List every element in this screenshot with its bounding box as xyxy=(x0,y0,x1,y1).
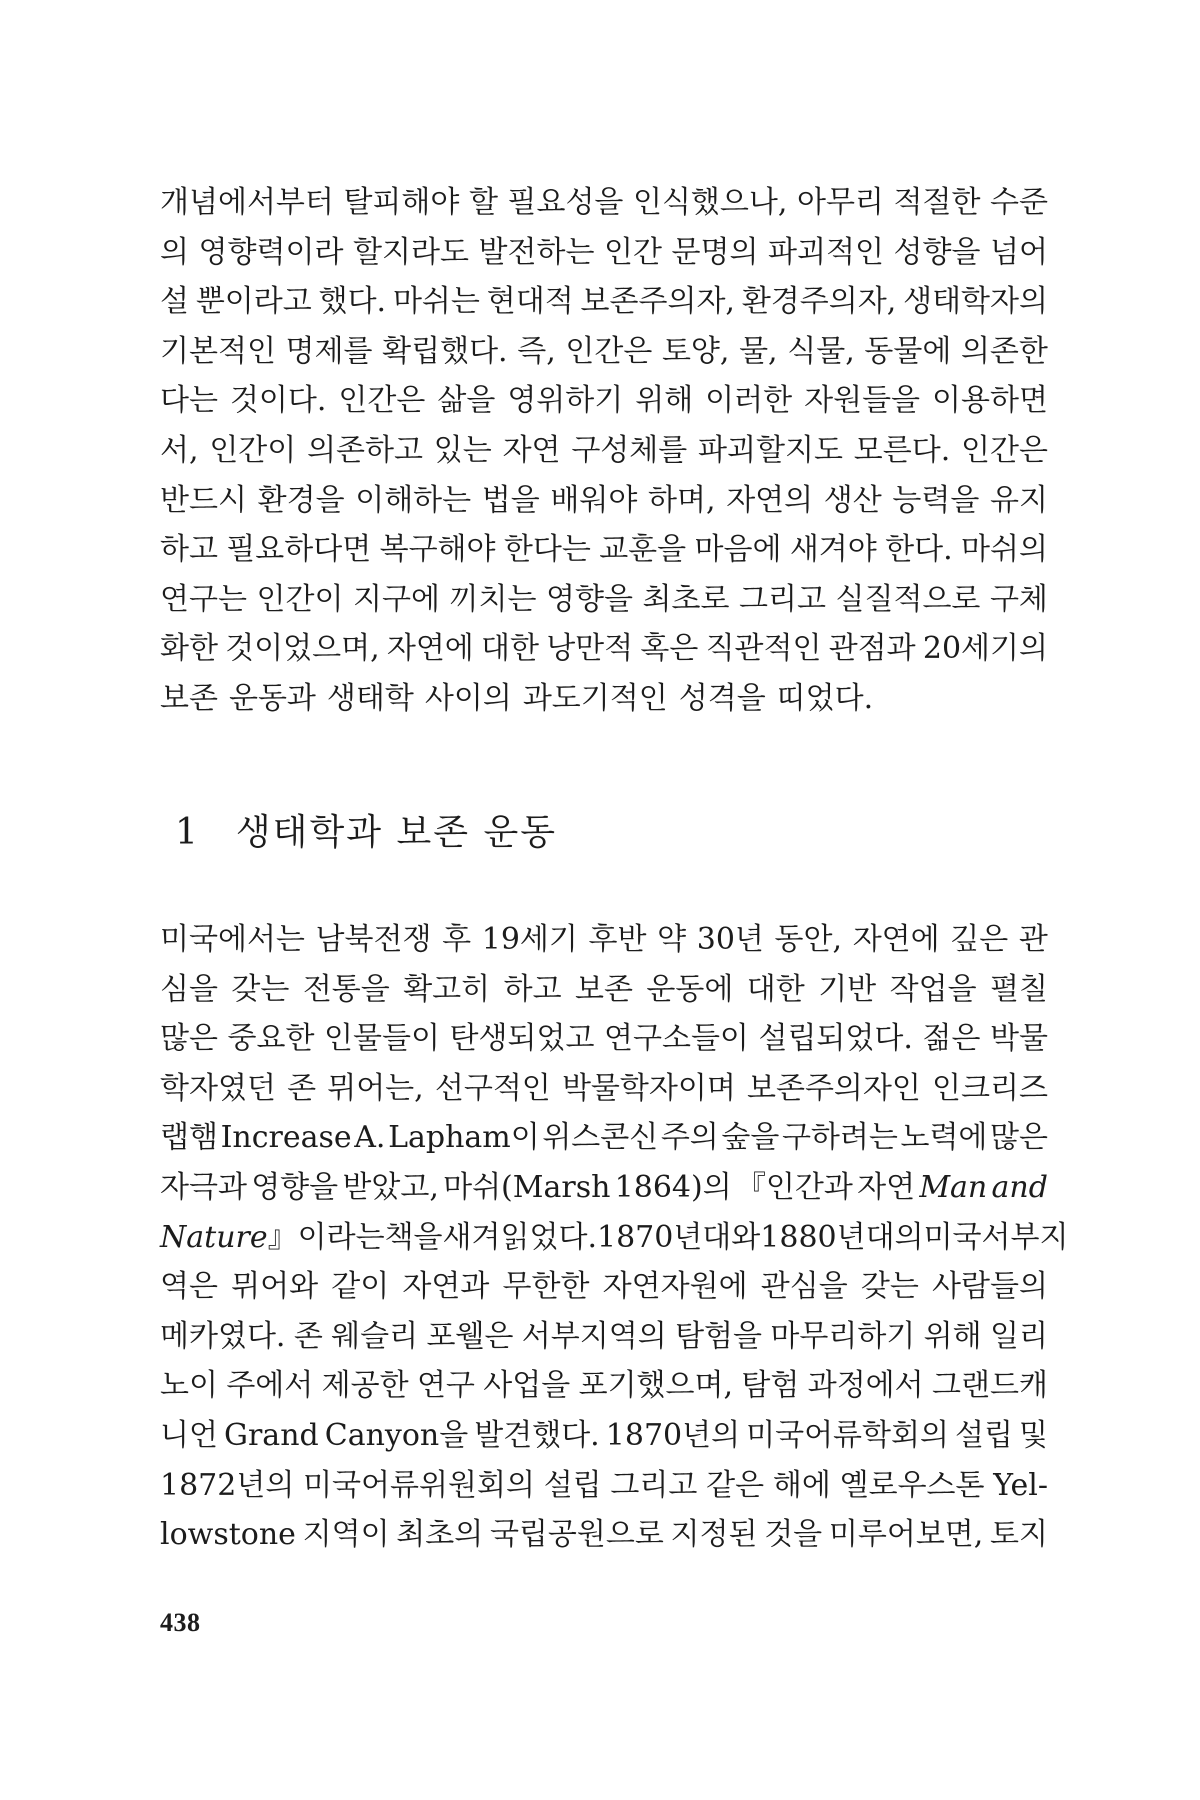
word: 생태학자의 xyxy=(903,284,1048,320)
word: 인간 xyxy=(603,234,662,270)
word: 중요한 xyxy=(227,1021,315,1057)
word: 명제를 xyxy=(285,333,373,369)
word: 박물학자이며 xyxy=(561,1070,736,1106)
word: 화한 xyxy=(160,631,218,667)
word: 설립되었다. xyxy=(758,1021,913,1057)
word: 문명의 xyxy=(671,234,759,270)
word: 관심을 xyxy=(760,1269,848,1305)
word: 읽었다. xyxy=(500,1219,597,1255)
word: 관점과 xyxy=(828,631,916,667)
word: 옐로우스톤 xyxy=(839,1467,985,1503)
word: 의존하고 xyxy=(307,432,423,468)
word: 현대적 xyxy=(486,284,574,320)
text-line xyxy=(160,228,1048,278)
word: 성향을 xyxy=(893,234,981,270)
word: 환경을 xyxy=(257,482,345,518)
word: 사업을 xyxy=(483,1368,571,1404)
word: 기본적인 xyxy=(160,333,276,369)
word: 물, xyxy=(739,333,778,369)
word: 1880년대의 xyxy=(760,1219,924,1255)
word: 대한 xyxy=(481,631,539,667)
word: 받았고, xyxy=(342,1169,439,1205)
word: 주에서 xyxy=(226,1368,314,1404)
word: 그랜드캐 xyxy=(932,1368,1048,1404)
word: 영향력이라 xyxy=(198,234,344,270)
word: Lapham이 xyxy=(388,1120,540,1156)
word: 같이 xyxy=(331,1269,390,1305)
text-line xyxy=(160,1113,1048,1163)
word: 것이었으며, xyxy=(225,631,380,667)
word: 마음에 xyxy=(694,532,782,568)
word: 토양, xyxy=(661,333,730,369)
word: 자연에 xyxy=(386,631,474,667)
word: 위스콘신 xyxy=(542,1120,659,1156)
word: 교훈을 xyxy=(599,532,687,568)
word: Canyon을 xyxy=(324,1417,469,1453)
word: 인식했으나, xyxy=(632,185,788,220)
text-line xyxy=(160,277,1048,327)
word: 19세기 xyxy=(481,922,578,957)
word: 설립 xyxy=(543,1467,602,1503)
word: 있는 xyxy=(433,432,492,468)
word: 하며, xyxy=(648,482,716,518)
text-line xyxy=(160,915,1048,965)
word: 즉, xyxy=(517,333,556,369)
word: 위해 xyxy=(635,383,694,419)
word: 무한한 xyxy=(502,1269,590,1305)
word: 한다. xyxy=(885,532,953,568)
word: 인간은 xyxy=(565,333,653,369)
word: 심을 xyxy=(160,971,218,1007)
word: 주의 xyxy=(660,1120,719,1156)
section-number: 1 xyxy=(175,812,200,853)
word: 많은 xyxy=(990,1120,1048,1156)
word: 할지라도 xyxy=(353,234,469,270)
word: 뮈어와 xyxy=(231,1269,319,1305)
word: 영향을 xyxy=(251,1169,339,1205)
word: 탈피해야 xyxy=(343,185,460,220)
word: 과도기적인 xyxy=(522,680,668,716)
word: 구하려는 xyxy=(781,1120,898,1156)
word: 자연과 xyxy=(402,1269,490,1305)
word: 메카였다. xyxy=(160,1318,286,1354)
word: 서부지역의 xyxy=(521,1318,667,1354)
word: 『인간과 xyxy=(735,1169,853,1205)
text-line xyxy=(160,965,1048,1015)
word: 지역이 xyxy=(302,1517,390,1553)
word: 탐험을 xyxy=(675,1318,763,1354)
word: 20세기의 xyxy=(922,631,1048,667)
word: 국립공원으로 xyxy=(489,1517,664,1553)
word: 갖는 xyxy=(231,971,290,1007)
word: 미국 xyxy=(923,1219,982,1255)
word: 같은 xyxy=(706,1467,765,1503)
word: 존 xyxy=(293,1318,323,1354)
word: 의 xyxy=(160,234,189,270)
word: 대한 xyxy=(746,971,805,1007)
word: 보존 xyxy=(160,680,218,716)
text-line xyxy=(160,376,1048,426)
word: 영향을 xyxy=(546,581,633,617)
word: 연구는 xyxy=(160,581,247,617)
word: 배워야 xyxy=(550,482,638,518)
word: Grand xyxy=(224,1417,319,1453)
word: 지정된 xyxy=(670,1517,758,1553)
word: 아무리 xyxy=(796,185,884,220)
word: 파괴할지도 xyxy=(698,432,843,468)
text-line xyxy=(160,327,1048,377)
body-paragraph xyxy=(160,915,1069,1560)
word: 전통을 xyxy=(302,971,390,1007)
word: 연구 xyxy=(416,1368,475,1404)
word: 새겨 xyxy=(442,1219,501,1255)
word: 의존한 xyxy=(960,333,1048,369)
word: 젊은 xyxy=(922,1021,981,1057)
word: 능력을 xyxy=(892,482,980,518)
word: 인크리즈 xyxy=(932,1070,1048,1106)
word: 구체 xyxy=(989,581,1048,617)
word: 유지 xyxy=(990,482,1048,518)
text-line xyxy=(160,1361,1048,1411)
word: 뮈어는, xyxy=(327,1070,424,1106)
word: 할 xyxy=(468,185,498,220)
word: 후반 xyxy=(588,922,647,957)
page-number: 438 xyxy=(160,1608,201,1637)
word: 적절한 xyxy=(893,185,981,220)
word: 사람들의 xyxy=(932,1269,1048,1305)
word: 확고히 xyxy=(403,971,491,1007)
word: 실질적으로 xyxy=(835,581,981,617)
word: 보존주의자, xyxy=(580,284,735,320)
word: 남북전쟁 xyxy=(315,922,432,957)
word: 구성체를 xyxy=(571,432,688,468)
word: 삶을 xyxy=(437,383,496,419)
word: 하고 xyxy=(160,532,218,568)
word: 인물들이 xyxy=(324,1021,440,1057)
text-line xyxy=(160,476,1048,526)
word: 자연자원에 xyxy=(602,1269,748,1305)
word: 환경주의자, xyxy=(741,284,897,320)
word: 존 xyxy=(287,1070,317,1106)
text-line xyxy=(160,1014,1048,1064)
word: 뿐이라고 xyxy=(195,284,312,320)
word: 자연 xyxy=(857,1169,916,1205)
word: 끼치는 xyxy=(449,581,537,617)
word: 인간이 xyxy=(256,581,344,617)
word: 인간은 xyxy=(961,432,1048,468)
word: 그리고 xyxy=(739,581,826,617)
word: 박물 xyxy=(990,1021,1048,1057)
word: 한다는 xyxy=(503,532,591,568)
word: 것이다. xyxy=(229,383,327,419)
word: 운동과 xyxy=(228,680,316,716)
word: 웨슬리 xyxy=(331,1318,419,1354)
word: 깊은 xyxy=(950,922,1009,957)
word: 역은 xyxy=(160,1269,218,1305)
word: 수준 xyxy=(990,185,1048,220)
word: 미루어보면, xyxy=(828,1517,984,1553)
word: 다는 xyxy=(160,383,218,419)
word: 법을 xyxy=(481,482,540,518)
word: 1864)의 xyxy=(614,1169,732,1205)
word: 발견했다. xyxy=(474,1417,600,1453)
word: 미국어류위원회의 xyxy=(303,1467,535,1503)
word: 식물, xyxy=(787,333,855,369)
word: 학자였던 xyxy=(160,1070,276,1106)
word: 지구에 xyxy=(353,581,440,617)
word: A. xyxy=(354,1120,386,1156)
word: 영위하기 xyxy=(507,383,624,419)
word: 필요성을 xyxy=(507,185,624,220)
word: 새겨야 xyxy=(789,532,877,568)
word: 그리고 xyxy=(610,1467,698,1503)
word: 선구적인 xyxy=(434,1070,551,1106)
word: 마무리하기 xyxy=(770,1318,916,1354)
word: 넘어 xyxy=(990,234,1048,270)
word: 설 xyxy=(160,284,189,320)
word: 동물에 xyxy=(864,333,952,369)
word: 숲을 xyxy=(721,1120,780,1156)
text-line xyxy=(160,674,1048,724)
word: 일리 xyxy=(989,1318,1048,1354)
text-line xyxy=(160,1163,1048,1213)
word: 자연의 xyxy=(726,482,814,518)
word: 보존주의자인 xyxy=(746,1070,921,1106)
word: 마쉬는 xyxy=(392,284,480,320)
word: 과정에서 xyxy=(807,1368,924,1404)
word: 성격을 xyxy=(678,680,766,716)
text-line xyxy=(160,624,1048,674)
intro-paragraph xyxy=(160,178,1048,724)
word: 서부지 xyxy=(981,1219,1069,1255)
word: 연구소들이 xyxy=(604,1021,749,1057)
text-line xyxy=(160,1461,1048,1511)
word: 펼칠 xyxy=(990,971,1048,1007)
word: 탐험 xyxy=(741,1368,800,1404)
word: 하고 xyxy=(503,971,562,1007)
word: 미국에서는 xyxy=(160,922,305,957)
word: lowstone xyxy=(160,1517,296,1553)
word: 마쉬(Marsh xyxy=(443,1169,611,1205)
word: 혹은 xyxy=(640,631,699,667)
word: 동안, xyxy=(774,922,843,957)
word: 반드시 xyxy=(160,482,247,518)
word: Man xyxy=(919,1169,988,1205)
word: 인간은 xyxy=(338,383,426,419)
word: 했다. xyxy=(318,284,387,320)
word: 노이 xyxy=(160,1368,218,1404)
word: 낭만적 xyxy=(546,631,634,667)
text-line xyxy=(160,525,1048,575)
word: 자연 xyxy=(502,432,561,468)
word: 인간이 xyxy=(209,432,297,468)
word: 필요하다면 xyxy=(226,532,372,568)
text-line xyxy=(160,575,1048,625)
word: 많은 xyxy=(160,1021,218,1057)
text-line xyxy=(160,426,1048,476)
word: 자극과 xyxy=(160,1169,247,1205)
word: 포기했으며, xyxy=(578,1368,734,1404)
word: and xyxy=(991,1169,1048,1205)
word: 설립 xyxy=(955,1417,1013,1453)
text-line xyxy=(160,178,1048,228)
word: 운동에 xyxy=(646,971,734,1007)
word: 30년 xyxy=(696,922,764,957)
word: 갖는 xyxy=(860,1269,919,1305)
word: 위해 xyxy=(923,1318,982,1354)
word: 후 xyxy=(442,922,472,957)
word: 확립했다. xyxy=(382,333,508,369)
word: 자연에 xyxy=(852,922,940,957)
word: 이러한 xyxy=(705,383,793,419)
word: 것을 xyxy=(764,1517,823,1553)
word: 탄생되었고 xyxy=(449,1021,595,1057)
word: 서, xyxy=(160,432,199,468)
word: 포웰은 xyxy=(426,1318,514,1354)
word: 이용하면 xyxy=(932,383,1048,419)
word: 관 xyxy=(1018,922,1048,957)
word: 최초로 xyxy=(642,581,730,617)
word: 파괴적인 xyxy=(768,234,884,270)
word: 및 xyxy=(1019,1417,1048,1453)
word: 작업을 xyxy=(889,971,977,1007)
word: 모른다. xyxy=(853,432,951,468)
section-heading xyxy=(175,808,557,858)
word: 약 xyxy=(657,922,687,957)
text-line xyxy=(160,1213,1069,1263)
word: 이해하는 xyxy=(355,482,472,518)
word: 니언 xyxy=(160,1417,218,1453)
word: 생태학 xyxy=(326,680,414,716)
word: 제공한 xyxy=(321,1368,409,1404)
text-line xyxy=(160,1411,1048,1461)
word: 해에 xyxy=(772,1467,831,1503)
text-line xyxy=(160,1312,1048,1362)
word: 랩햄 xyxy=(160,1120,218,1156)
word: 1870년대와 xyxy=(596,1219,761,1255)
word: 보존 xyxy=(575,971,633,1007)
word: Nature』이라는 xyxy=(160,1219,385,1255)
word: 직관적인 xyxy=(705,631,822,667)
word: 띠었다. xyxy=(776,680,874,716)
text-line xyxy=(160,1510,1048,1560)
word: 1872년의 xyxy=(160,1467,295,1503)
text-line xyxy=(160,1262,1048,1312)
word: 1870년의 xyxy=(605,1417,741,1453)
word: 기반 xyxy=(818,971,877,1007)
word: 토지 xyxy=(990,1517,1048,1553)
word: 마쉬의 xyxy=(960,532,1048,568)
word: 최초의 xyxy=(396,1517,484,1553)
word: 개념에서부터 xyxy=(160,185,334,220)
word: 생산 xyxy=(823,482,882,518)
word: 미국어류학회의 xyxy=(746,1417,949,1453)
word: 노력에 xyxy=(900,1120,988,1156)
text-line xyxy=(160,1064,1048,1114)
word: Yel- xyxy=(993,1467,1048,1503)
word: 책을 xyxy=(384,1219,443,1255)
word: Increase xyxy=(220,1120,352,1156)
section-title: 생태학과 보존 운동 xyxy=(235,812,558,853)
word: 발전하는 xyxy=(478,234,595,270)
word: 복구해야 xyxy=(379,532,496,568)
word: 자원들을 xyxy=(804,383,921,419)
word: 사이의 xyxy=(424,680,512,716)
